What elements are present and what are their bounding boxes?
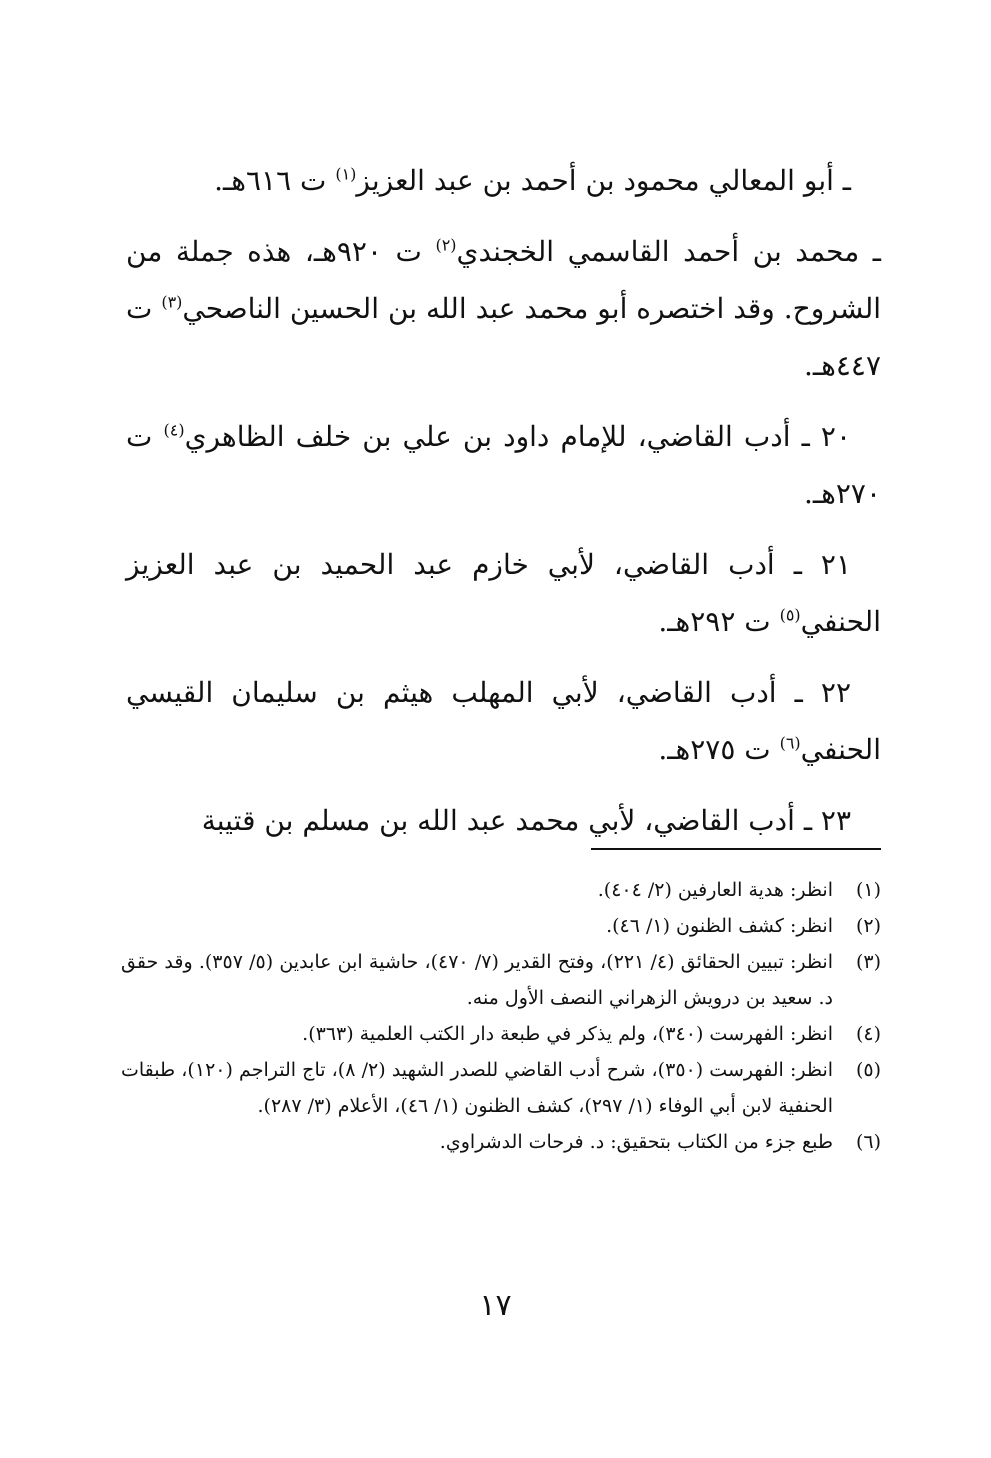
paragraph-2 [126,223,881,394]
paragraph-1 [126,152,881,209]
footnote-number: (٥) [855,1059,881,1081]
footnote-ref-3[interactable]: (٣) [161,292,183,312]
paragraph-3 [126,408,881,522]
footnote-number: (٦) [855,1131,881,1153]
footnote-ref-4[interactable]: (٤) [163,420,185,440]
footnote-3 [121,944,881,1016]
paragraph-text: ٢٢ ـ أدب القاضي، لأبي المهلب هيثم بن سليمان القيسي الحنفي [126,676,881,766]
footnote-1 [121,872,881,908]
footnote-number: (٣) [855,951,881,973]
paragraph-4 [126,536,881,650]
footnote-text: انظر: هدية العارفين (٢/ ٤٠٤). [597,879,833,901]
footnote-text: انظر: الفهرست (٣٤٠)، ولم يذكر في طبعة دار الكتب العلمية (٣٦٣). [302,1023,833,1045]
footnote-separator [591,848,881,850]
footnotes [121,872,881,1160]
footnote-text: انظر: تبيين الحقائق (٤/ ٢٢١)، وفتح القدير (٧/ ٤٧٠)، حاشية ابن عابدين (٥/ ٣٥٧). وقد حقق د. سعيد بن درويش الزهراني النصف الأول منه. [121,951,833,1009]
footnote-2 [121,908,881,944]
paragraph-text: ٢٣ ـ أدب القاضي، لأبي محمد عبد الله بن مسلم بن قتيبة [201,804,851,837]
paragraph-text: ت ٩٢٠هـ، هذه جملة من الشروح. وقد اختصره أبو محمد عبد الله بن الحسين الناصحي [126,235,882,325]
main-text [126,152,881,863]
paragraph-text: ٢٠ ـ أدب القاضي، للإمام داود بن علي بن خلف الظاهري [184,420,851,453]
paragraph-text: ـ أبو المعالي محمود بن أحمد بن عبد العزيز [356,164,851,197]
footnote-6 [121,1124,881,1160]
footnote-ref-5[interactable]: (٥) [779,605,801,625]
paragraph-tail: ت ٢٩٢هـ. [658,605,780,638]
paragraph-6 [126,792,881,849]
paragraph-tail: ت ٦١٦هـ. [214,164,336,197]
paragraph-text: ٢١ ـ أدب القاضي، لأبي خازم عبد الحميد بن عبد العزيز الحنفي [126,548,881,638]
footnote-ref-2[interactable]: (٢) [435,235,457,255]
page-number: ١٧ [479,1288,512,1323]
paragraph-tail: ت ٤٤٧هـ. [126,292,881,382]
paragraph-text: ـ محمد بن أحمد القاسمي الخجندي [456,235,881,268]
footnote-4 [121,1016,881,1052]
footnote-text: انظر: الفهرست (٣٥٠)، شرح أدب القاضي للصدر الشهيد (٢/ ٨)، تاج التراجم (١٢٠)، طبقات الحنفية لابن أبي الوفاء (١/ ٢٩٧)، كشف الظنون (١/ ٤٦)، الأعلام (٣/ ٢٨٧). [121,1059,834,1117]
paragraph-tail: ت ٢٧٥هـ. [658,733,780,766]
footnote-5 [121,1052,881,1124]
paragraph-5 [126,664,881,778]
footnote-text: انظر: كشف الظنون (١/ ٤٦). [606,915,833,937]
paragraph-tail: ت ٢٧٠هـ. [126,420,881,510]
footnote-number: (١) [855,879,881,901]
footnote-ref-6[interactable]: (٦) [779,733,801,753]
footnote-ref-1[interactable]: (١) [335,164,357,184]
footnote-number: (٤) [855,1023,881,1045]
footnote-number: (٢) [855,915,881,937]
footnote-text: طبع جزء من الكتاب بتحقيق: د. فرحات الدشراوي. [439,1131,833,1153]
